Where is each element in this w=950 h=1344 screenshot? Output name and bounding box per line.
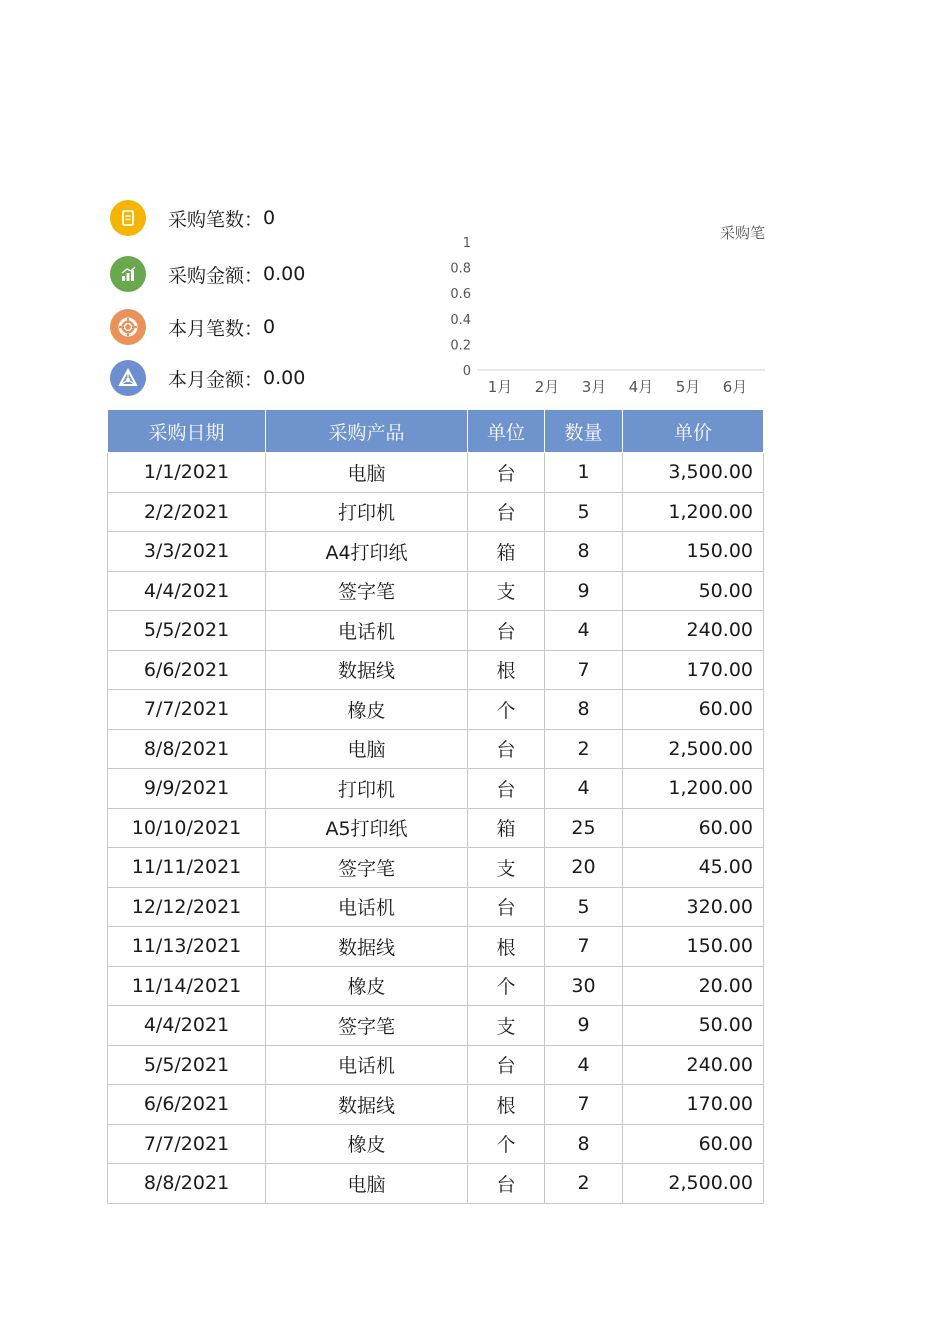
table-row	[108, 492, 764, 532]
cell-price[interactable]: 170.00	[623, 1085, 764, 1125]
cell-date[interactable]: 12/12/2021	[108, 887, 266, 927]
header-price[interactable]: 单价	[623, 410, 764, 453]
cell-date[interactable]: 8/8/2021	[108, 729, 266, 769]
cell-date[interactable]: 9/9/2021	[108, 769, 266, 809]
cell-price[interactable]: 1,200.00	[623, 492, 764, 532]
cell-date[interactable]: 8/8/2021	[108, 1164, 266, 1204]
cell-unit[interactable]: 个	[468, 966, 545, 1006]
cell-price[interactable]: 2,500.00	[623, 1164, 764, 1204]
cell-unit[interactable]: 支	[468, 1006, 545, 1046]
cell-unit[interactable]: 台	[468, 453, 545, 493]
table-row	[108, 453, 764, 493]
stat-purchase-amount	[110, 254, 305, 294]
cell-date[interactable]: 6/6/2021	[108, 1085, 266, 1125]
cell-price[interactable]: 60.00	[623, 808, 764, 848]
cell-quantity[interactable]: 2	[545, 1164, 623, 1204]
header-unit[interactable]: 单位	[468, 410, 545, 453]
table-row	[108, 650, 764, 690]
cell-quantity[interactable]: 4	[545, 1045, 623, 1085]
cell-date[interactable]: 7/7/2021	[108, 1124, 266, 1164]
y-tick-label: 0.2	[450, 338, 471, 354]
cell-unit[interactable]: 根	[468, 1085, 545, 1125]
cell-date[interactable]: 2/2/2021	[108, 492, 266, 532]
cell-product[interactable]: A4打印纸	[266, 532, 468, 572]
header-quantity[interactable]: 数量	[545, 410, 623, 453]
cell-product[interactable]: 橡皮	[266, 1124, 468, 1164]
cell-product[interactable]: A5打印纸	[266, 808, 468, 848]
cell-quantity[interactable]: 20	[545, 848, 623, 888]
x-tick-label: 2月	[534, 378, 560, 396]
x-tick-label: 3月	[581, 378, 607, 396]
cell-product[interactable]: 橡皮	[266, 966, 468, 1006]
cell-quantity[interactable]: 7	[545, 1085, 623, 1125]
cell-unit[interactable]: 台	[468, 611, 545, 651]
cell-product[interactable]: 数据线	[266, 650, 468, 690]
stat-month-amount	[110, 358, 305, 398]
cell-price[interactable]: 50.00	[623, 571, 764, 611]
cell-date[interactable]: 11/13/2021	[108, 927, 266, 967]
table-row	[108, 1124, 764, 1164]
cell-quantity[interactable]: 8	[545, 1124, 623, 1164]
cell-quantity[interactable]: 5	[545, 492, 623, 532]
lifebuoy-icon	[110, 309, 146, 345]
table-row	[108, 1006, 764, 1046]
cell-product[interactable]: 电话机	[266, 611, 468, 651]
table-row	[108, 769, 764, 809]
table-header-row	[108, 410, 764, 453]
stat-value: 0.00	[263, 367, 306, 389]
cell-quantity[interactable]: 2	[545, 729, 623, 769]
cell-price[interactable]: 240.00	[623, 1045, 764, 1085]
cell-price[interactable]: 2,500.00	[623, 729, 764, 769]
cell-quantity[interactable]: 30	[545, 966, 623, 1006]
cell-price[interactable]: 60.00	[623, 690, 764, 730]
cell-quantity[interactable]: 8	[545, 532, 623, 572]
x-tick-label: 4月	[628, 378, 654, 396]
cell-quantity[interactable]: 5	[545, 887, 623, 927]
cell-product[interactable]: 数据线	[266, 1085, 468, 1125]
stat-label: 本月金额：	[168, 368, 264, 391]
cell-quantity[interactable]: 25	[545, 808, 623, 848]
y-tick-label: 0.8	[450, 261, 471, 277]
cell-unit[interactable]: 台	[468, 492, 545, 532]
y-tick-label: 0.6	[450, 287, 471, 303]
cell-product[interactable]: 橡皮	[266, 690, 468, 730]
table-row	[108, 1164, 764, 1204]
cell-unit[interactable]: 支	[468, 848, 545, 888]
cell-unit[interactable]: 台	[468, 1164, 545, 1204]
cell-price[interactable]: 20.00	[623, 966, 764, 1006]
stat-label: 采购金额：	[168, 264, 264, 287]
table-row	[108, 532, 764, 572]
cell-price[interactable]: 320.00	[623, 887, 764, 927]
cell-unit[interactable]: 箱	[468, 532, 545, 572]
cell-unit[interactable]: 台	[468, 887, 545, 927]
cell-quantity[interactable]: 8	[545, 690, 623, 730]
cell-price[interactable]: 50.00	[623, 1006, 764, 1046]
cell-quantity[interactable]: 4	[545, 769, 623, 809]
cell-unit[interactable]: 支	[468, 571, 545, 611]
cell-product[interactable]: 电脑	[266, 1164, 468, 1204]
table-row	[108, 927, 764, 967]
cell-date[interactable]: 11/14/2021	[108, 966, 266, 1006]
y-tick-label: 1	[462, 236, 471, 251]
cell-unit[interactable]: 台	[468, 729, 545, 769]
cell-product[interactable]: 电话机	[266, 1045, 468, 1085]
cell-price[interactable]: 3,500.00	[623, 453, 764, 493]
y-tick-label: 0	[462, 364, 471, 379]
cell-product[interactable]: 电话机	[266, 887, 468, 927]
cell-price[interactable]: 1,200.00	[623, 769, 764, 809]
cell-unit[interactable]: 台	[468, 1045, 545, 1085]
cell-price[interactable]: 150.00	[623, 532, 764, 572]
chart-canvas	[440, 220, 780, 400]
header-date[interactable]: 采购日期	[108, 410, 266, 453]
x-tick-label: 5月	[675, 378, 701, 396]
cell-date[interactable]: 5/5/2021	[108, 1045, 266, 1085]
cell-product[interactable]: 签字笔	[266, 571, 468, 611]
table-row	[108, 729, 764, 769]
cell-product[interactable]: 电脑	[266, 729, 468, 769]
cell-product[interactable]: 打印机	[266, 492, 468, 532]
legend-label: 采购笔	[719, 224, 765, 242]
cell-price[interactable]: 240.00	[623, 611, 764, 651]
cell-quantity[interactable]: 7	[545, 927, 623, 967]
y-tick-label: 0.4	[450, 312, 471, 328]
cell-product[interactable]: 电脑	[266, 453, 468, 493]
cell-date[interactable]: 7/7/2021	[108, 690, 266, 730]
table-row	[108, 808, 764, 848]
document-icon	[110, 200, 146, 236]
cell-quantity[interactable]: 7	[545, 650, 623, 690]
cell-unit[interactable]: 个	[468, 1124, 545, 1164]
cell-price[interactable]: 150.00	[623, 927, 764, 967]
table-row	[108, 887, 764, 927]
cell-unit[interactable]: 箱	[468, 808, 545, 848]
stat-purchase-count	[110, 198, 275, 238]
table-row	[108, 848, 764, 888]
triangle-network-icon	[110, 360, 146, 396]
cell-unit[interactable]: 根	[468, 650, 545, 690]
cell-date[interactable]: 5/5/2021	[108, 611, 266, 651]
cell-quantity[interactable]: 4	[545, 611, 623, 651]
cell-unit[interactable]: 个	[468, 690, 545, 730]
cell-product[interactable]: 数据线	[266, 927, 468, 967]
cell-unit[interactable]: 台	[468, 769, 545, 809]
purchase-table	[107, 409, 764, 1204]
cell-price[interactable]: 45.00	[623, 848, 764, 888]
table-row	[108, 1045, 764, 1085]
stat-value: 0.00	[263, 263, 306, 285]
cell-date[interactable]: 4/4/2021	[108, 571, 266, 611]
header-product[interactable]: 采购产品	[266, 410, 468, 453]
cell-quantity[interactable]: 9	[545, 571, 623, 611]
stat-value: 0	[263, 316, 276, 338]
cell-quantity[interactable]: 1	[545, 453, 623, 493]
x-tick-label: 1月	[487, 378, 513, 396]
cell-date[interactable]: 3/3/2021	[108, 532, 266, 572]
cell-product[interactable]: 签字笔	[266, 848, 468, 888]
table-row	[108, 966, 764, 1006]
cell-date[interactable]: 11/11/2021	[108, 848, 266, 888]
stat-month-count	[110, 307, 275, 347]
x-tick-label: 6月	[722, 378, 748, 396]
table-row	[108, 571, 764, 611]
cell-date[interactable]: 4/4/2021	[108, 1006, 266, 1046]
cell-date[interactable]: 6/6/2021	[108, 650, 266, 690]
bar-chart-icon	[110, 256, 146, 292]
cell-unit[interactable]: 根	[468, 927, 545, 967]
cell-date[interactable]: 10/10/2021	[108, 808, 266, 848]
stat-value: 0	[263, 207, 276, 229]
cell-product[interactable]: 签字笔	[266, 1006, 468, 1046]
stat-label: 采购笔数：	[168, 208, 264, 231]
table-row	[108, 1085, 764, 1125]
cell-quantity[interactable]: 9	[545, 1006, 623, 1046]
cell-price[interactable]: 170.00	[623, 650, 764, 690]
cell-date[interactable]: 1/1/2021	[108, 453, 266, 493]
stat-label: 本月笔数：	[168, 317, 264, 340]
cell-price[interactable]: 60.00	[623, 1124, 764, 1164]
table-row	[108, 690, 764, 730]
purchase-chart	[440, 220, 780, 400]
cell-product[interactable]: 打印机	[266, 769, 468, 809]
table-row	[108, 611, 764, 651]
